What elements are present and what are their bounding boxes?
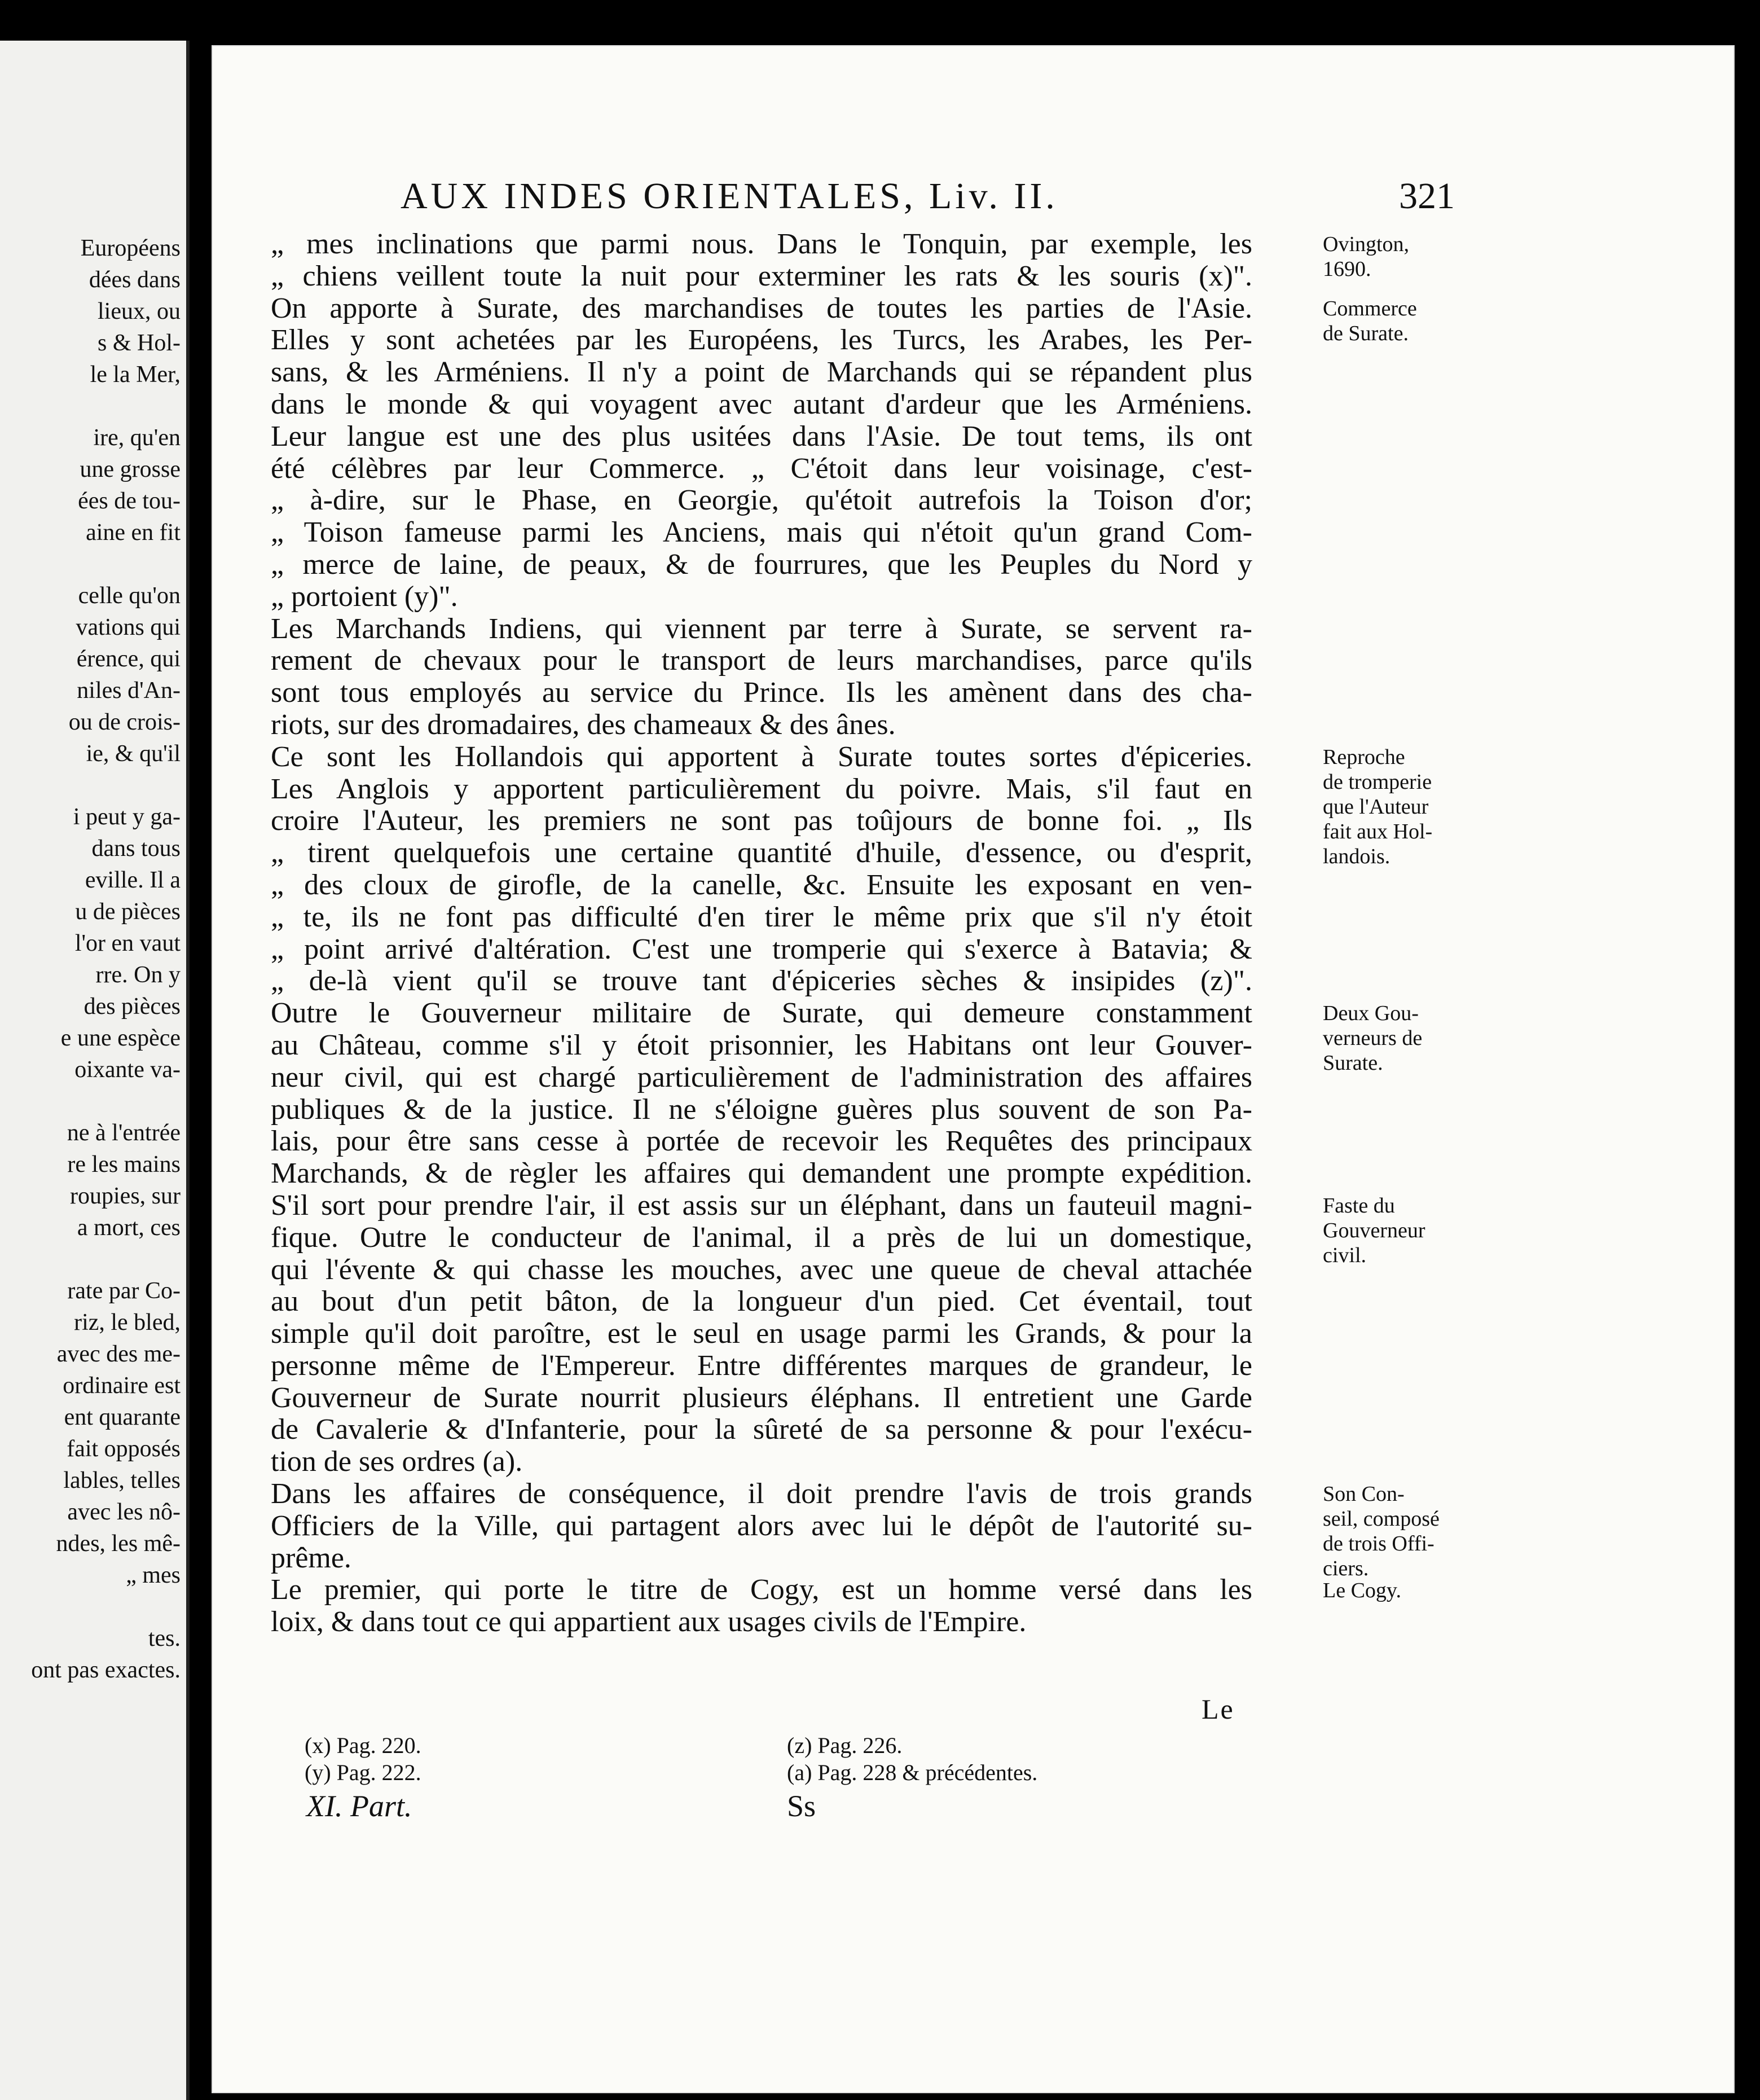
left-page-line: celle qu'on — [78, 583, 181, 609]
margin-note — [1323, 1193, 1469, 1268]
text-line: prême. — [271, 1541, 351, 1574]
left-page-line: ou de crois- — [68, 709, 181, 735]
margin-note-line: seil, composé — [1323, 1507, 1440, 1531]
left-page-line: re les mains — [67, 1152, 181, 1178]
left-page-line: a mort, ces — [77, 1215, 181, 1241]
left-page-line: rre. On y — [95, 962, 181, 988]
left-page-line: ées de tou- — [78, 488, 181, 514]
text-line: neur civil, qui est chargé particulièrement de l'administration des affaires — [271, 1061, 1252, 1093]
text-line: lais, pour être sans cesse à portée de recevoir les Requêtes des principaux — [271, 1125, 1252, 1158]
margin-note-line: Faste du — [1323, 1194, 1395, 1218]
left-page-line: Européens — [80, 235, 181, 261]
left-page-line: avec des me- — [56, 1341, 181, 1367]
text-line: Gouverneur de Surate nourrit plusieurs éléphans. Il entretient une Garde — [271, 1381, 1252, 1414]
page-number: 321 — [1399, 175, 1455, 217]
left-page-line: niles d'An- — [77, 678, 181, 704]
margin-note-line: ciers. — [1323, 1557, 1369, 1581]
text-line: Les Marchands Indiens, qui viennent par terre à Surate, se servent ra- — [271, 612, 1252, 645]
margin-note-line: Gouverneur — [1323, 1219, 1425, 1242]
left-page-line: rate par Co- — [67, 1278, 181, 1304]
text-line: personne même de l'Empereur. Entre différentes marques de grandeur, le — [271, 1349, 1252, 1382]
text-line: sans, & les Arméniens. Il n'y a point de Marchands qui se répandent plus — [271, 356, 1252, 389]
left-page-line: dées dans — [89, 267, 181, 293]
text-line: Officiers de la Ville, qui partagent alors avec lui le dépôt de l'autorité su- — [271, 1509, 1252, 1542]
margin-note — [1323, 745, 1469, 869]
margin-note-line: Surate. — [1323, 1051, 1383, 1075]
text-line: au Château, comme s'il y étoit prisonnier, les Habitans ont leur Gouver- — [271, 1029, 1252, 1061]
left-page-line: fait opposés — [67, 1436, 181, 1462]
text-line: „ des cloux de girofle, de la canelle, &c. Ensuite les exposant en ven- — [271, 868, 1252, 901]
margin-note-line: Commerce — [1323, 296, 1417, 320]
text-line: qui l'évente & qui chasse les mouches, avec une queue de cheval attachée — [271, 1253, 1252, 1286]
footnote-x: (x) Pag. 220. — [305, 1733, 421, 1758]
margin-note-line: de Surate. — [1323, 321, 1409, 345]
margin-note-line: de tromperie — [1323, 770, 1432, 794]
left-page-line: ie, & qu'il — [86, 741, 181, 767]
catchword: Le — [1202, 1693, 1235, 1725]
left-page-line: des pièces — [83, 994, 181, 1020]
left-page-line: u de pièces — [75, 899, 181, 925]
left-page-line: vations qui — [76, 614, 181, 640]
text-line: riots, sur des dromadaires, des chameaux & des ânes. — [271, 708, 896, 741]
signature-part: XI. Part. — [306, 1789, 412, 1823]
footnote-y: (y) Pag. 222. — [305, 1760, 421, 1785]
text-line: rement de chevaux pour le transport de leurs marchandises, parce qu'ils — [271, 644, 1252, 677]
text-line: „ portoient (y)". — [271, 580, 458, 613]
margin-note — [1323, 1482, 1469, 1581]
text-line: fique. Outre le conducteur de l'animal, il a près de lui un domestique, — [271, 1221, 1252, 1254]
margin-note-line: de trois Offi- — [1323, 1532, 1435, 1556]
left-page-line: une grosse — [80, 456, 181, 482]
text-line: sont tous employés au service du Prince. Ils les amènent dans des cha- — [271, 676, 1252, 709]
margin-note-line: 1690. — [1323, 257, 1371, 281]
margin-note-line: Ovington, — [1323, 232, 1410, 256]
left-page-line: e une espèce — [60, 1025, 181, 1051]
text-line: „ tirent quelquefois une certaine quantité d'huile, d'essence, ou d'esprit, — [271, 837, 1252, 869]
margin-note-line: civil. — [1323, 1244, 1367, 1267]
left-page-line: l'or en vaut — [74, 930, 181, 956]
margin-note-line: que l'Auteur — [1323, 794, 1429, 819]
left-page-line: oixante va- — [74, 1057, 181, 1083]
left-page-line: lieux, ou — [98, 298, 181, 324]
margin-note-line: verneurs de — [1323, 1026, 1423, 1051]
left-page-line: avec les nô- — [67, 1499, 181, 1525]
text-line: Dans les affaires de conséquence, il doit prendre l'avis de trois grands — [271, 1478, 1252, 1510]
left-page-line: dans tous — [91, 836, 181, 862]
margin-note-line: landois. — [1323, 844, 1391, 868]
text-line: Leur langue est une des plus usitées dans l'Asie. De tout tems, ils ont — [271, 420, 1252, 452]
text-line: „ mes inclinations que parmi nous. Dans le Tonquin, par exemple, les — [271, 228, 1252, 260]
margin-note-line: Le Cogy. — [1323, 1578, 1401, 1602]
left-page-line: ont pas exactes. — [31, 1657, 181, 1683]
text-line: S'il sort pour prendre l'air, il est assis sur un éléphant, dans un fauteuil magni- — [271, 1189, 1252, 1222]
left-page-line: aine en fit — [86, 520, 181, 546]
text-line: tion de ses ordres (a). — [271, 1446, 523, 1478]
left-page-line: riz, le bled, — [74, 1310, 181, 1335]
text-line: loix, & dans tout ce qui appartient aux usages civils de l'Empire. — [271, 1606, 1027, 1638]
left-page-line: ire, qu'en — [93, 425, 181, 451]
book-page — [212, 45, 1735, 2093]
text-line: „ merce de laine, de peaux, & de fourrures, que les Peuples du Nord y — [271, 548, 1252, 581]
text-line: été célèbres par leur Commerce. „ C'étoit dans leur voisinage, c'est- — [271, 452, 1252, 485]
running-title: AUX INDES ORIENTALES, Liv. II. — [401, 175, 1058, 217]
margin-note-line: fait aux Hol- — [1323, 819, 1433, 843]
signature-mark: Ss — [787, 1789, 816, 1823]
left-page-line: s & Hol- — [98, 330, 181, 356]
text-line: publiques & de la justice. Il ne s'éloigne guères plus souvent de son Pa- — [271, 1093, 1252, 1126]
margin-note — [1323, 232, 1469, 282]
left-page-line: ne à l'entrée — [67, 1120, 181, 1146]
text-line: dans le monde & qui voyagent avec autant d'ardeur que les Arméniens. — [271, 388, 1252, 420]
left-page-line: ent quarante — [64, 1404, 181, 1430]
margin-note-line: Reproche — [1323, 745, 1405, 769]
text-line: „ te, ils ne font pas difficulté d'en tirer le même prix que s'il n'y étoit — [271, 900, 1252, 933]
text-line: Le premier, qui porte le titre de Cogy, est un homme versé dans les — [271, 1574, 1252, 1606]
adjacent-page-fragment — [0, 41, 190, 2100]
margin-note-line: Son Con- — [1323, 1482, 1405, 1506]
text-lines — [271, 229, 1252, 1638]
left-page-line: eville. Il a — [85, 867, 181, 893]
text-line: Outre le Gouverneur militaire de Surate, qui demeure constamment — [271, 997, 1252, 1030]
text-line: „ point arrivé d'altération. C'est une tromperie qui s'exerce à Batavia; & — [271, 933, 1252, 965]
left-page-line: lables, telles — [63, 1468, 181, 1493]
left-page-line: roupies, sur — [70, 1183, 181, 1209]
left-page-line: le la Mer, — [90, 362, 181, 388]
text-line: de Cavalerie & d'Infanterie, pour la sûreté de sa personne & pour l'exécu- — [271, 1413, 1252, 1446]
left-page-line: érence, qui — [76, 646, 181, 672]
text-line: „ à-dire, sur le Phase, en Georgie, qu'étoit autrefois la Toison d'or; — [271, 484, 1252, 517]
left-page-line: ndes, les mê- — [56, 1531, 181, 1557]
text-line: simple qu'il doit paroître, est le seul en usage parmi les Grands, & pour la — [271, 1317, 1252, 1350]
left-page-line: i peut y ga- — [73, 804, 181, 830]
text-line: Marchands, & de règler les affaires qui demandent une prompte expédition. — [271, 1157, 1252, 1190]
text-line: „ chiens veillent toute la nuit pour exterminer les rats & les souris (x)". — [271, 260, 1252, 292]
text-line: „ Toison fameuse parmi les Anciens, mais qui n'étoit qu'un grand Com- — [271, 516, 1252, 549]
left-page-line: ordinaire est — [63, 1373, 181, 1399]
left-page-line: tes. — [148, 1625, 181, 1651]
footnote-z: (z) Pag. 226. — [787, 1733, 903, 1758]
text-line: croire l'Auteur, les premiers ne sont pas toûjours de bonne foi. „ Ils — [271, 805, 1252, 837]
left-page-line: „ mes — [126, 1562, 181, 1588]
text-line: Elles y sont achetées par les Européens, les Turcs, les Arabes, les Per- — [271, 324, 1252, 357]
text-line: On apporte à Surate, des marchandises de toutes les parties de l'Asie. — [271, 292, 1252, 324]
text-line: Ce sont les Hollandois qui apportent à Surate toutes sortes d'épiceries. — [271, 740, 1252, 773]
main-text — [271, 228, 1440, 1638]
text-line: Les Anglois y apportent particulièrement du poivre. Mais, s'il faut en — [271, 772, 1252, 805]
text-line: „ de-là vient qu'il se trouve tant d'épiceries sèches & insipides (z)". — [271, 965, 1252, 998]
margin-note — [1323, 1578, 1469, 1603]
footnote-a: (a) Pag. 228 & précédentes. — [787, 1760, 1038, 1785]
margin-note — [1323, 1001, 1469, 1075]
margin-note — [1323, 296, 1469, 346]
margin-note-line: Deux Gou- — [1323, 1001, 1419, 1026]
text-line: au bout d'un petit bâton, de la longueur d'un pied. Cet éventail, tout — [271, 1285, 1252, 1318]
